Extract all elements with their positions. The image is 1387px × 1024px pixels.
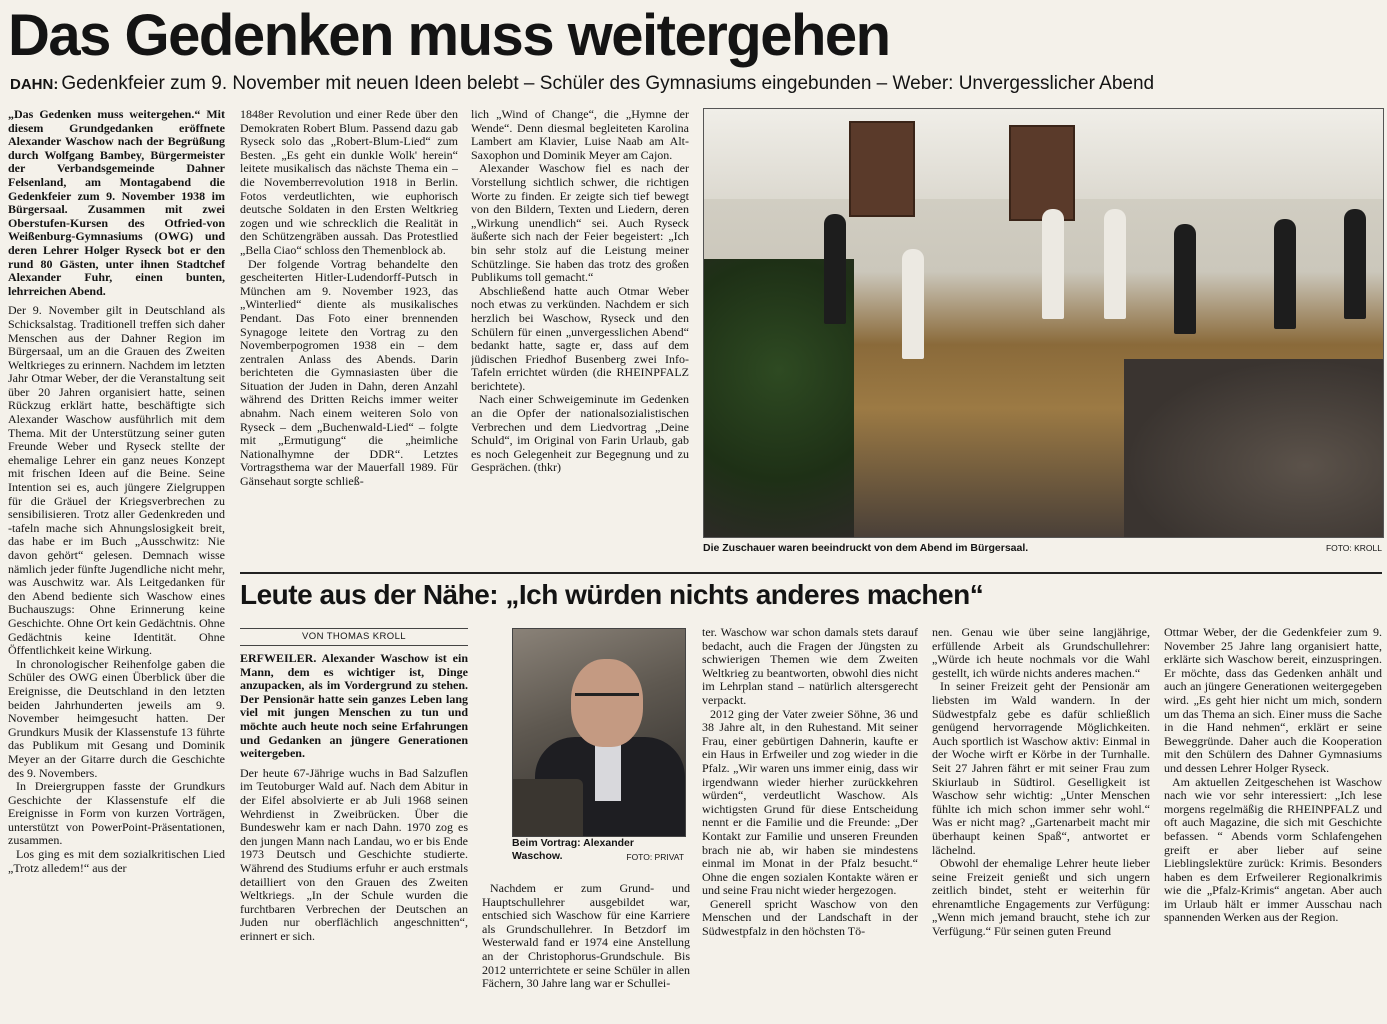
paragraph: Los ging es mit dem sozialkritischen Lied „Trotz alledem!“ aus der — [8, 847, 225, 875]
glasses-shape — [575, 693, 639, 708]
wall-painting — [1009, 125, 1075, 221]
article-headline: Das Gedenken muss weitergehen — [8, 3, 890, 68]
portrait-credit: FOTO: PRIVAT — [626, 852, 684, 862]
portrait-caption — [512, 837, 684, 864]
portrait-photo — [512, 628, 686, 837]
paragraph: Alexander Waschow fiel es nach der Vorstellung sichtlich schwer, die richtigen Worte zu finden. Er zeigte sich tief bewegt von den Bildern, Texten und Liedern, deren „Wirkung unendlich“ sei. Auch Ryseck äußerte sich nach der Feier begeistert: „Ich bin sehr stolz auf die Leistung meiner Schützlinge. Sie haben das trotz des großen Publikums toll gemacht.“ — [471, 161, 689, 285]
paragraph: Der 9. November gilt in Deutschland als Schicksalstag. Traditionell treffen sich daher Menschen aus der Dahner Region im Bürgersaal, um an die Grauen des Zweiten Weltkrieges zu erinnern. Nachdem im letzten Jahr Otmar Weber, der die Veranstaltung seit über 20 Jahren organisiert hatte, seinen Rückzug erklärt hatte, beschäftigte sich Alexander Waschow ausführlich mit dem Thema. Mit der Unterstützung seiner guten Freunde Weber und Ryseck stellte der ehemalige Lehrer ein ganz neues Konzept mit frischen Ideen auf die Beine. Seine Intention sei es, auch jüngere Zielgruppen für die Gräuel der Kriegsverbrechen zu sensibilisieren. Trotz aller Gedenkreden und -tafeln mache sich Ahnungslosigkeit breit, das habe er im Buch „Ausschwitz: Nie davon gehört“ gelesen. Demnach wisse nämlich jeder fünfte Jugendliche nicht mehr, was Auschwitz war. Als Leitgedanken für den Abend bediente sich Waschow eines Buchauszugs: Ohne Erinnerung keine Geschichte. Ohne Ort kein Gedächtnis. Ohne Gedächtnis keine Identität. Ohne Öffentlichkeit keine Wirkung. — [8, 303, 225, 658]
audience-area — [1124, 359, 1383, 537]
article2-lead: ERFWEILER. Alexander Waschow ist ein Mann, dem es wichtiger ist, Dinge anzupacken, als im Vordergrund zu stehen. Der Pensionär hatte sein ganzes Leben lang viel mit jungen Menschen zu tun und möchte auch heute noch seine Erfahrungen und Gedanken an jüngere Generationen weitergeben. — [240, 652, 468, 761]
photo-credit: FOTO: KROLL — [1325, 543, 1382, 553]
paragraph: Der folgende Vortrag behandelte den gescheiterten Hitler-Ludendorff-Putsch in München am 9. November 1923, das „Winterlied“ diente als musikalisches Pendant. Das Foto einer brennenden Synagoge leitete den Vortrag zu den Novemberpogromen 1938 ein – dem zentralen Anlass des Abends. Darin berichteten die Gymnasiasten über die Situation der Juden in Dahn, deren Anzahl während des Dritten Reichs immer weiter abnahm. Nach einem weiteren Solo von Ryseck – dem „Buchenwald-Lied“ – folgte mit „Ermutigung“ die „heimliche Nationalhymne der DDR“. Letztes Vortragsthema war der Mauerfall 1989. Für Gänsehaut sorgte schließ- — [240, 256, 458, 489]
paragraph: In chronologischer Reihenfolge gaben die Schüler des OWG einen Überblick über die Ereignisse, die Deutschland in den letzten beiden Jahrhunderten jeweils am 9. November heimgesucht hatten. Der Grundkurs Musik der Klassenstufe 13 führte das Publikum mit Gesang und Dominik Meyer an der Gitarre durch die Geschichte des 9. Novembers. — [8, 656, 225, 780]
article2-column-1 — [240, 652, 468, 1022]
performer-figure — [1104, 209, 1126, 319]
paragraph: 1848er Revolution und einer Rede über den Demokraten Robert Blum. Passend dazu gab Ryseck solo das „Robert-Blum-Lied“ zum Besten. „Es geht ein dunkle Wolk' herein“ leitete musikalisch das nächste Thema ein – die Novemberrevolution 1918 in Berlin. Fotos verdeutlichten, wie euphorisch deutsche Soldaten in den Ersten Weltkrieg zogen und wie schrecklich die Realität in den Schützengräben aussah. Das Protestlied „Bella Ciao“ schloss den Themenblock ab. — [240, 108, 458, 257]
photo-caption — [703, 540, 1382, 556]
article-column-2 — [240, 108, 458, 556]
article-column-1 — [8, 108, 225, 1022]
paragraph: Der heute 67-Jährige wuchs in Bad Salzuflen im Teutoburger Wald auf. Nach dem Abitur in der Eifel absolvierte er ab Juli 1968 seinen Wehrdienst in Zweibrücken. Über die Bundeswehr kam er nach Dahn. 1970 zog es den jungen Mann nach Landau, wo er bis Ende 1973 Deutsch und Geschichte studierte. Während des Studiums erfuhr er auch erstmals detailliert von den Grauen des Zweiten Weltkriegs. „In der Schule wurden die furchtbaren Verbrechen der Deutschen an Juden nur oberflächlich angeschnitten“, erinnert er sich. — [240, 765, 468, 943]
paragraph: 2012 ging der Vater zweier Söhne, 36 und 38 Jahre alt, in den Ruhestand. Mit seiner Frau, einer gebürtigen Dahnerin, kaufte er ein Haus in Erfweiler und zog wieder in die Pfalz. „Wir waren uns immer einig, dass wir irgendwann wieder hierher zurückkehren würden“, verdeutlicht Waschow. Als wichtigsten Grund für diese Entscheidung nennt er die Familie und die Freunde: „Der Kontakt zur Familie und unseren Freunden brach nie ab, wir haben sie mindestens einmal im Monat in der Pfalz besucht.“ Ohne die engen sozialen Kontakte wären er und seine Frau nicht wieder hergezogen. — [702, 706, 918, 898]
section-divider — [240, 572, 1382, 574]
article2-column-3 — [702, 626, 918, 1022]
article-column-3 — [471, 108, 689, 556]
article-subheadline — [10, 70, 1154, 99]
performer-figure — [902, 249, 924, 359]
performer-figure — [824, 214, 846, 324]
article-lead: „Das Gedenken muss weitergehen.“ Mit diesem Grundgedanken eröffnete Alexander Waschow nach der Begrüßung durch Wolfgang Bambey, Bürgermeister der Verbandsgemeinde Dahner Felsenland, am Montagabend die Gedenkfeier zum 9. November 1938 im Bürgersaal. Zusammen mit zwei Oberstufen-Kursen des Otfried-von Weißenburg-Gymnasiums (OWG) und deren Lehrer Holger Ryseck bot er den rund 80 Gästen, unter ihnen Stadtchef Alexander Fuhr, einen bunten, lehrreichen Abend. — [8, 108, 225, 298]
performer-figure — [1274, 219, 1296, 329]
paragraph: Nach einer Schweigeminute im Gedenken an die Opfer der nationalsozialistischen Verbrechen und dem Liedvortrag „Deine Schuld“, im Original von Farin Urlaub, gab es noch Gelegenheit zur Begegnung und zu Gesprächen. (thkr) — [471, 392, 689, 475]
portrait-shirt — [595, 741, 621, 801]
article2-column-5 — [1164, 626, 1382, 1022]
performer-figure — [1174, 224, 1196, 334]
paragraph: lich „Wind of Change“, die „Hymne der Wende“. Denn diesmal begleiteten Karolina Lambert am Klavier, Luise Naab am Alt-Saxophon und Dominik Meyer am Cajon. — [471, 108, 689, 162]
performer-figure — [1344, 209, 1366, 319]
paragraph: In seiner Freizeit geht der Pensionär am liebsten im Wald wandern. In der Südwestpfalz gebe es dafür schließlich genügend hervorragende Möglichkeiten. Auch sportlich ist Waschow aktiv: Einmal in der Woche wirft er Körbe in der Turnhalle. Seit 27 Jahren fährt er mit seiner Frau zum Skiurlaub in Südtirol. Geselligkeit ist Waschow sehr wichtig: „Unter Menschen fühlte ich mich schon immer sehr wohl.“ Was er nicht mag? „Gartenarbeit macht mir überhaupt keinen Spaß“, antwortet er lächelnd. — [932, 679, 1150, 857]
portrait-caption-text: Beim Vortrag: Alexander Waschow. — [512, 837, 634, 862]
lectern-shape — [512, 779, 583, 837]
paragraph: Am aktuellen Zeitgeschehen ist Waschow nach wie vor sehr interessiert: „Ich lese morgens regelmäßig die RHEINPFALZ und oft auch Magazine, die sich mit Geschichte befassen. “ Abends vorm Schlafengehen greift er aber lieber auf seine Lieblingslektüre zurück: Krimis. Besonders haben es dem Erfweilerer Regionalkrimis wie die „Pfalz-Krimis“ angetan. Aber auch im Urlaub hält er immer Ausschau nach spannenden Werken aus der Region. — [1164, 774, 1382, 925]
paragraph: Ottmar Weber, der die Gedenkfeier zum 9. November 25 Jahre lang organisiert hatte, erklärte sich Waschow bereit, einzuspringen. Er möchte, dass das Gedenken anhält und auch an jüngere Generationen weitergegeben wird. „Es geht hier nicht um mich, sondern um das Thema an sich. Einer muss die Sache in die Hand nehmen“, erklärt er seine Beweggründe. Daher auch die Kooperation mit den Schülern des Dahner Gymnasiums und dessen Lehrer Holger Ryseck. — [1164, 626, 1382, 775]
paragraph: Nachdem er zum Grund- und Hauptschullehrer ausgebildet war, entschied sich Waschow für eine Karriere als Grundschullehrer. In Betzdorf im Westerwald fand er 1974 eine Anstellung an der Christophorus-Grundschule. Bis 2012 unterrichtete er seine Schüler in allen Fächern, 30 Jahre lang war er Schullei- — [482, 882, 690, 991]
paragraph: nen. Genau wie über seine langjährige, erfüllende Arbeit als Grundschullehrer: „Würde ich heute nochmals vor die Wahl gestellt, ich würde nichts anderes machen.“ — [932, 626, 1150, 680]
subheadline-text: Gedenkfeier zum 9. November mit neuen Ideen belebt – Schüler des Gymnasiums eingebunden – Weber: Unvergesslicher Abend — [61, 73, 1155, 94]
concert-photo — [703, 108, 1384, 538]
article2-headline: Leute aus der Nähe: „Ich würden nichts anderes machen“ — [240, 579, 984, 610]
dateline-place: DAHN: — [10, 76, 59, 93]
paragraph: ter. Waschow war schon damals stets darauf bedacht, auch die Fragen der Jüngsten zu schwierigen Themen wie dem Zweiten Weltkrieg zu beantworten, obwohl dies nicht im Lehrplan stand – natürlich altersgerecht verpackt. — [702, 626, 918, 707]
paragraph: Abschließend hatte auch Otmar Weber noch etwas zu verkünden. Nachdem er sich herzlich bei Waschow, Ryseck und den Schülern für einen „unvergesslichen Abend“ bedankt hatte, sagte er, dass auf dem jüdischen Friedhof Busenberg zwei Info-Tafeln errichtet würden (die RHEINPFALZ berichtete). — [471, 283, 689, 393]
byline: VON THOMAS KROLL — [240, 628, 468, 646]
wall-painting — [849, 121, 915, 217]
article2-column-2 — [482, 882, 690, 1022]
article2-column-4 — [932, 626, 1150, 1022]
paragraph: Generell spricht Waschow von den Menschen und der Landschaft in der Südwestpfalz in den höchsten Tö- — [702, 896, 918, 939]
performer-figure — [1042, 209, 1064, 319]
paragraph: Obwohl der ehemalige Lehrer heute lieber seine Freizeit genießt und sich ungern zeitlich bindet, steht er weiterhin für ehrenamtliche Engagements zur Verfügung: „Wenn mich jemand braucht, stehe ich zur Verfügung.“ Für seinen guten Freund — [932, 856, 1150, 939]
photo-caption-text: Die Zuschauer waren beeindruckt von dem Abend im Bürgersaal. — [703, 542, 1029, 554]
paragraph: In Dreiergruppen fasste der Grundkurs Geschichte der Klassenstufe elf die Ereignisse in Form von kurzen Vorträgen, unterstützt von PowerPoint-Präsentationen, zusammen. — [8, 779, 225, 848]
